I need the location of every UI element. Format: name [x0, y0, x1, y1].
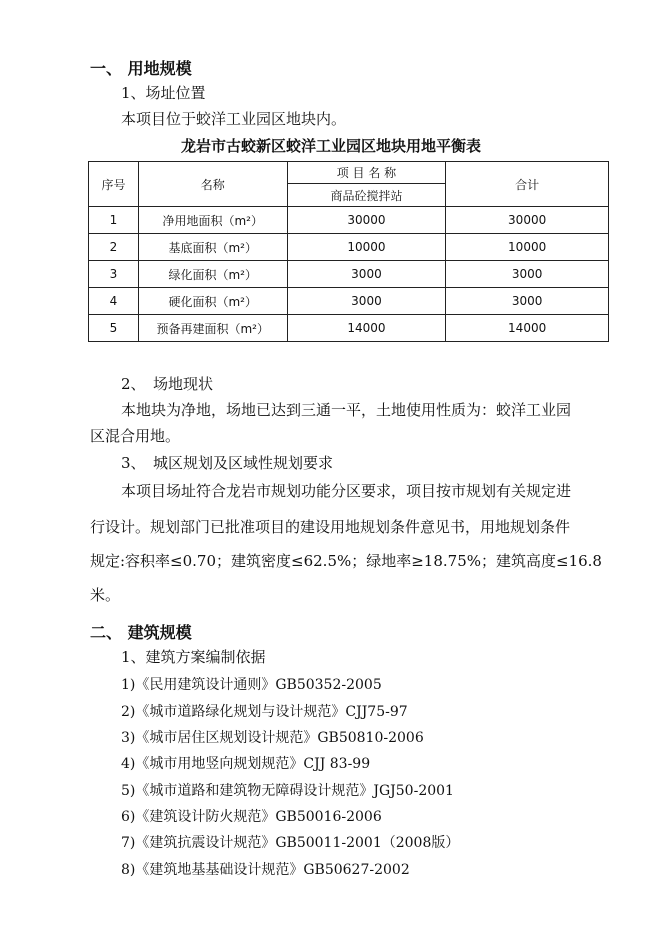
- row-value: 3000: [287, 288, 446, 315]
- header-total: 合计: [446, 162, 609, 207]
- section-heading-land-scale: 一、 用地规模: [90, 59, 192, 78]
- subheading-site-location: 1、场址位置: [121, 84, 206, 102]
- row-name: 绿化面积（m²）: [138, 261, 287, 288]
- row-total: 14000: [446, 315, 609, 342]
- row-name: 基底面积（m²）: [138, 234, 287, 261]
- row-total: 3000: [446, 288, 609, 315]
- row-index: 5: [89, 315, 139, 342]
- header-project-sub: 商品砼搅拌站: [287, 184, 446, 207]
- row-index: 1: [89, 207, 139, 234]
- reference-item: 1)《民用建筑设计通则》GB50352-2005: [121, 677, 382, 693]
- table-title: 龙岩市古蛟新区蛟洋工业园区地块用地平衡表: [180, 137, 481, 155]
- table-row: [89, 315, 609, 342]
- reference-item: 7)《建筑抗震设计规范》GB50011-2001（2008版）: [121, 835, 460, 851]
- land-balance-table: [88, 161, 609, 342]
- row-total: 10000: [446, 234, 609, 261]
- row-index: 3: [89, 261, 139, 288]
- subheading-planning-requirements: 3、 城区规划及区域性规划要求: [121, 454, 334, 472]
- row-name: 净用地面积（m²）: [138, 207, 287, 234]
- row-value: 10000: [287, 234, 446, 261]
- site-location-text: 本项目位于蛟洋工业园区地块内。: [121, 110, 347, 128]
- row-total: 30000: [446, 207, 609, 234]
- subheading-site-status: 2、 场地现状: [121, 375, 214, 393]
- header-name: 名称: [138, 162, 287, 207]
- reference-item: 3)《城市居住区规划设计规范》GB50810-2006: [121, 730, 424, 746]
- site-status-line-2: 区混合用地。: [90, 427, 181, 445]
- row-name: 预备再建面积（m²）: [138, 315, 287, 342]
- row-value: 3000: [287, 261, 446, 288]
- reference-item: 8)《建筑地基基础设计规范》GB50627-2002: [121, 862, 410, 878]
- header-project: 项 目 名 称: [287, 162, 446, 184]
- row-index: 4: [89, 288, 139, 315]
- row-value: 14000: [287, 315, 446, 342]
- reference-item: 2)《城市道路绿化规划与设计规范》CJJ75-97: [121, 704, 408, 720]
- table-row: [89, 234, 609, 261]
- table-row: [89, 207, 609, 234]
- table-row: [89, 261, 609, 288]
- row-total: 3000: [446, 261, 609, 288]
- planning-line-1: 本项目场址符合龙岩市规划功能分区要求，项目按市规划有关规定进: [121, 482, 572, 500]
- subheading-design-basis: 1、建筑方案编制依据: [121, 648, 266, 666]
- reference-item: 5)《城市道路和建筑物无障碍设计规范》JGJ50-2001: [121, 783, 454, 799]
- planning-line-4: 米。: [90, 586, 121, 604]
- row-value: 30000: [287, 207, 446, 234]
- section-heading-building-scale: 二、 建筑规模: [90, 623, 192, 642]
- row-name: 硬化面积（m²）: [138, 288, 287, 315]
- reference-item: 4)《城市用地竖向规划规范》CJJ 83-99: [121, 756, 371, 772]
- row-index: 2: [89, 234, 139, 261]
- header-index: 序号: [89, 162, 139, 207]
- table-row: [89, 288, 609, 315]
- planning-line-2: 行设计。规划部门已批准项目的建设用地规划条件意见书，用地规划条件: [90, 518, 571, 536]
- reference-item: 6)《建筑设计防火规范》GB50016-2006: [121, 809, 382, 825]
- site-status-line-1: 本地块为净地，场地已达到三通一平，土地使用性质为：蛟洋工业园: [121, 401, 572, 419]
- planning-line-3: 规定:容积率≤0.70；建筑密度≤62.5%；绿地率≥18.75%；建筑高度≤16.8: [90, 552, 602, 570]
